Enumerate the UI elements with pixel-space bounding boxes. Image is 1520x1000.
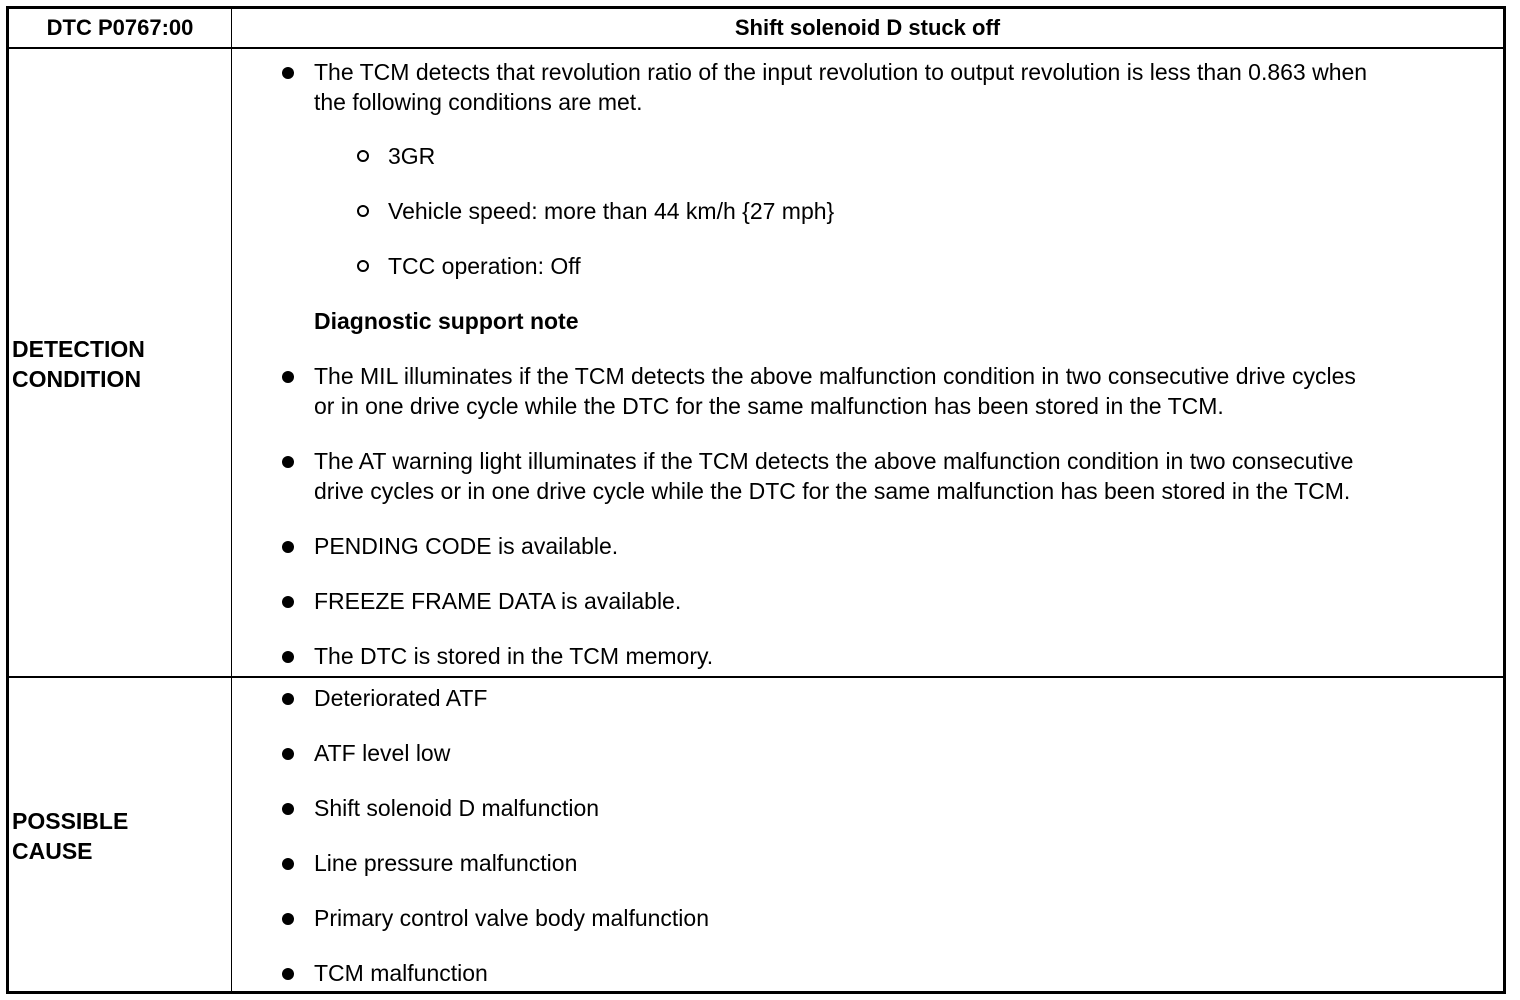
bullet-icon [282, 913, 294, 925]
support-note-item: The DTC is stored in the TCM memory. [314, 643, 714, 669]
bullet-icon [282, 858, 294, 870]
support-note-item: PENDING CODE is available. [314, 533, 619, 559]
row-divider [6, 676, 1506, 678]
bullet-icon [282, 693, 294, 705]
bullet-icon [282, 748, 294, 760]
header-divider [6, 47, 1506, 49]
dtc-code: DTC P0767:00 [46, 15, 194, 40]
detection-condition-label: DETECTION CONDITION [12, 336, 145, 392]
possible-cause-label: POSSIBLE CAUSE [12, 808, 129, 864]
support-note-heading: Diagnostic support note [314, 308, 579, 334]
condition-item: Vehicle speed: more than 44 km/h {27 mph} [388, 198, 835, 224]
cause-item: Primary control valve body malfunction [314, 905, 709, 931]
cause-item: ATF level low [314, 740, 451, 766]
dtc-title: Shift solenoid D stuck off [734, 15, 1001, 40]
bullet-icon [282, 541, 294, 553]
condition-item: TCC operation: Off [388, 253, 581, 279]
bullet-icon [282, 651, 294, 663]
detection-main-text: The TCM detects that revolution ratio of the input revolution to output revolution is less than 0.863 when the following conditions are met. [314, 59, 1368, 115]
cause-item: Shift solenoid D malfunction [314, 795, 600, 821]
cause-item: Line pressure malfunction [314, 850, 578, 876]
bullet-icon [282, 803, 294, 815]
cause-item: TCM malfunction [314, 960, 488, 986]
cause-item: Deteriorated ATF [314, 685, 488, 711]
circle-bullet-icon [357, 260, 369, 272]
bullet-icon [282, 371, 294, 383]
column-divider [231, 6, 232, 994]
bullet-icon [282, 968, 294, 980]
bullet-icon [282, 67, 294, 79]
support-note-item: The MIL illuminates if the TCM detects the above malfunction condition in two consecutive drive cycles or in one drive cycle while the DTC for the same malfunction has been stored in the TCM. [314, 363, 1356, 419]
circle-bullet-icon [357, 150, 369, 162]
bullet-icon [282, 456, 294, 468]
support-note-item: FREEZE FRAME DATA is available. [314, 588, 682, 614]
support-note-item: The AT warning light illuminates if the TCM detects the above malfunction condition in two consecutive drive cycles or in one drive cycle while the DTC for the same malfunction has been stored in the TCM. [314, 448, 1354, 504]
circle-bullet-icon [357, 205, 369, 217]
bullet-icon [282, 596, 294, 608]
condition-item: 3GR [388, 143, 436, 169]
